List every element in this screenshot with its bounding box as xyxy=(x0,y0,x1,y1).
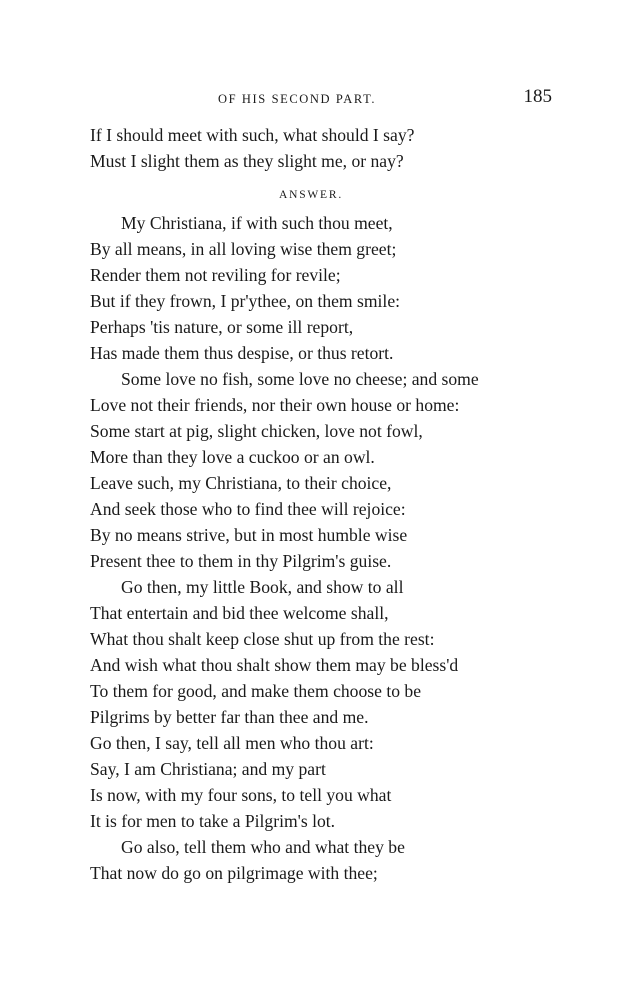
stanza1-line-6: Has made them thus despise, or thus retort. xyxy=(90,343,394,363)
stanza2-line-3: Some start at pig, slight chicken, love not fowl, xyxy=(90,421,423,441)
stanza2-line-8: Present thee to them in thy Pilgrim's guise. xyxy=(90,551,392,571)
stanza3-line-10: It is for men to take a Pilgrim's lot. xyxy=(90,811,336,831)
stanza3-line-2: That entertain and bid thee welcome shall, xyxy=(90,603,389,623)
stanza4-line-2: That now do go on pilgrimage with thee; xyxy=(90,863,378,883)
stanza1-line-4: But if they frown, I pr'ythee, on them smile: xyxy=(90,291,401,311)
stanza1-line-2: By all means, in all loving wise them greet; xyxy=(90,239,397,259)
stanza2-line-1: Some love no fish, some love no cheese; and some xyxy=(121,369,479,389)
stanza2-line-4: More than they love a cuckoo or an owl. xyxy=(90,447,375,467)
stanza3-line-4: And wish what thou shalt show them may be bless'd xyxy=(90,655,459,675)
stanza2-line-7: By no means strive, but in most humble wise xyxy=(90,525,408,545)
stanza2-line-5: Leave such, my Christiana, to their choice, xyxy=(90,473,392,493)
stanza3-line-5: To them for good, and make them choose to be xyxy=(90,681,422,701)
stanza1-line-5: Perhaps 'tis nature, or some ill report, xyxy=(90,317,354,337)
stanza2-line-6: And seek those who to find thee will rejoice: xyxy=(90,499,406,519)
poem-body xyxy=(90,122,570,886)
stanza3-line-9: Is now, with my four sons, to tell you what xyxy=(90,785,392,805)
stanza1-line-1: My Christiana, if with such thou meet, xyxy=(121,213,393,233)
stanza2-line-2: Love not their friends, nor their own house or home: xyxy=(90,395,460,415)
stanza1-line-3: Render them not reviling for revile; xyxy=(90,265,341,285)
page-header xyxy=(90,88,560,118)
stanza3-line-3: What thou shalt keep close shut up from the rest: xyxy=(90,629,435,649)
stanza3-line-8: Say, I am Christiana; and my part xyxy=(90,759,326,779)
stanza4-line-1: Go also, tell them who and what they be xyxy=(121,837,405,857)
page-number: 185 xyxy=(523,86,552,107)
stanza3-line-1: Go then, my little Book, and show to all xyxy=(121,577,404,597)
answer-heading: ANSWER. xyxy=(278,189,344,201)
stanza3-line-7: Go then, I say, tell all men who thou art: xyxy=(90,733,374,753)
question-line-2: Must I slight them as they slight me, or nay? xyxy=(90,151,404,171)
stanza3-line-6: Pilgrims by better far than thee and me. xyxy=(90,707,369,727)
running-head: OF HIS SECOND PART. xyxy=(218,92,377,106)
question-line-1: If I should meet with such, what should I say? xyxy=(90,125,415,145)
